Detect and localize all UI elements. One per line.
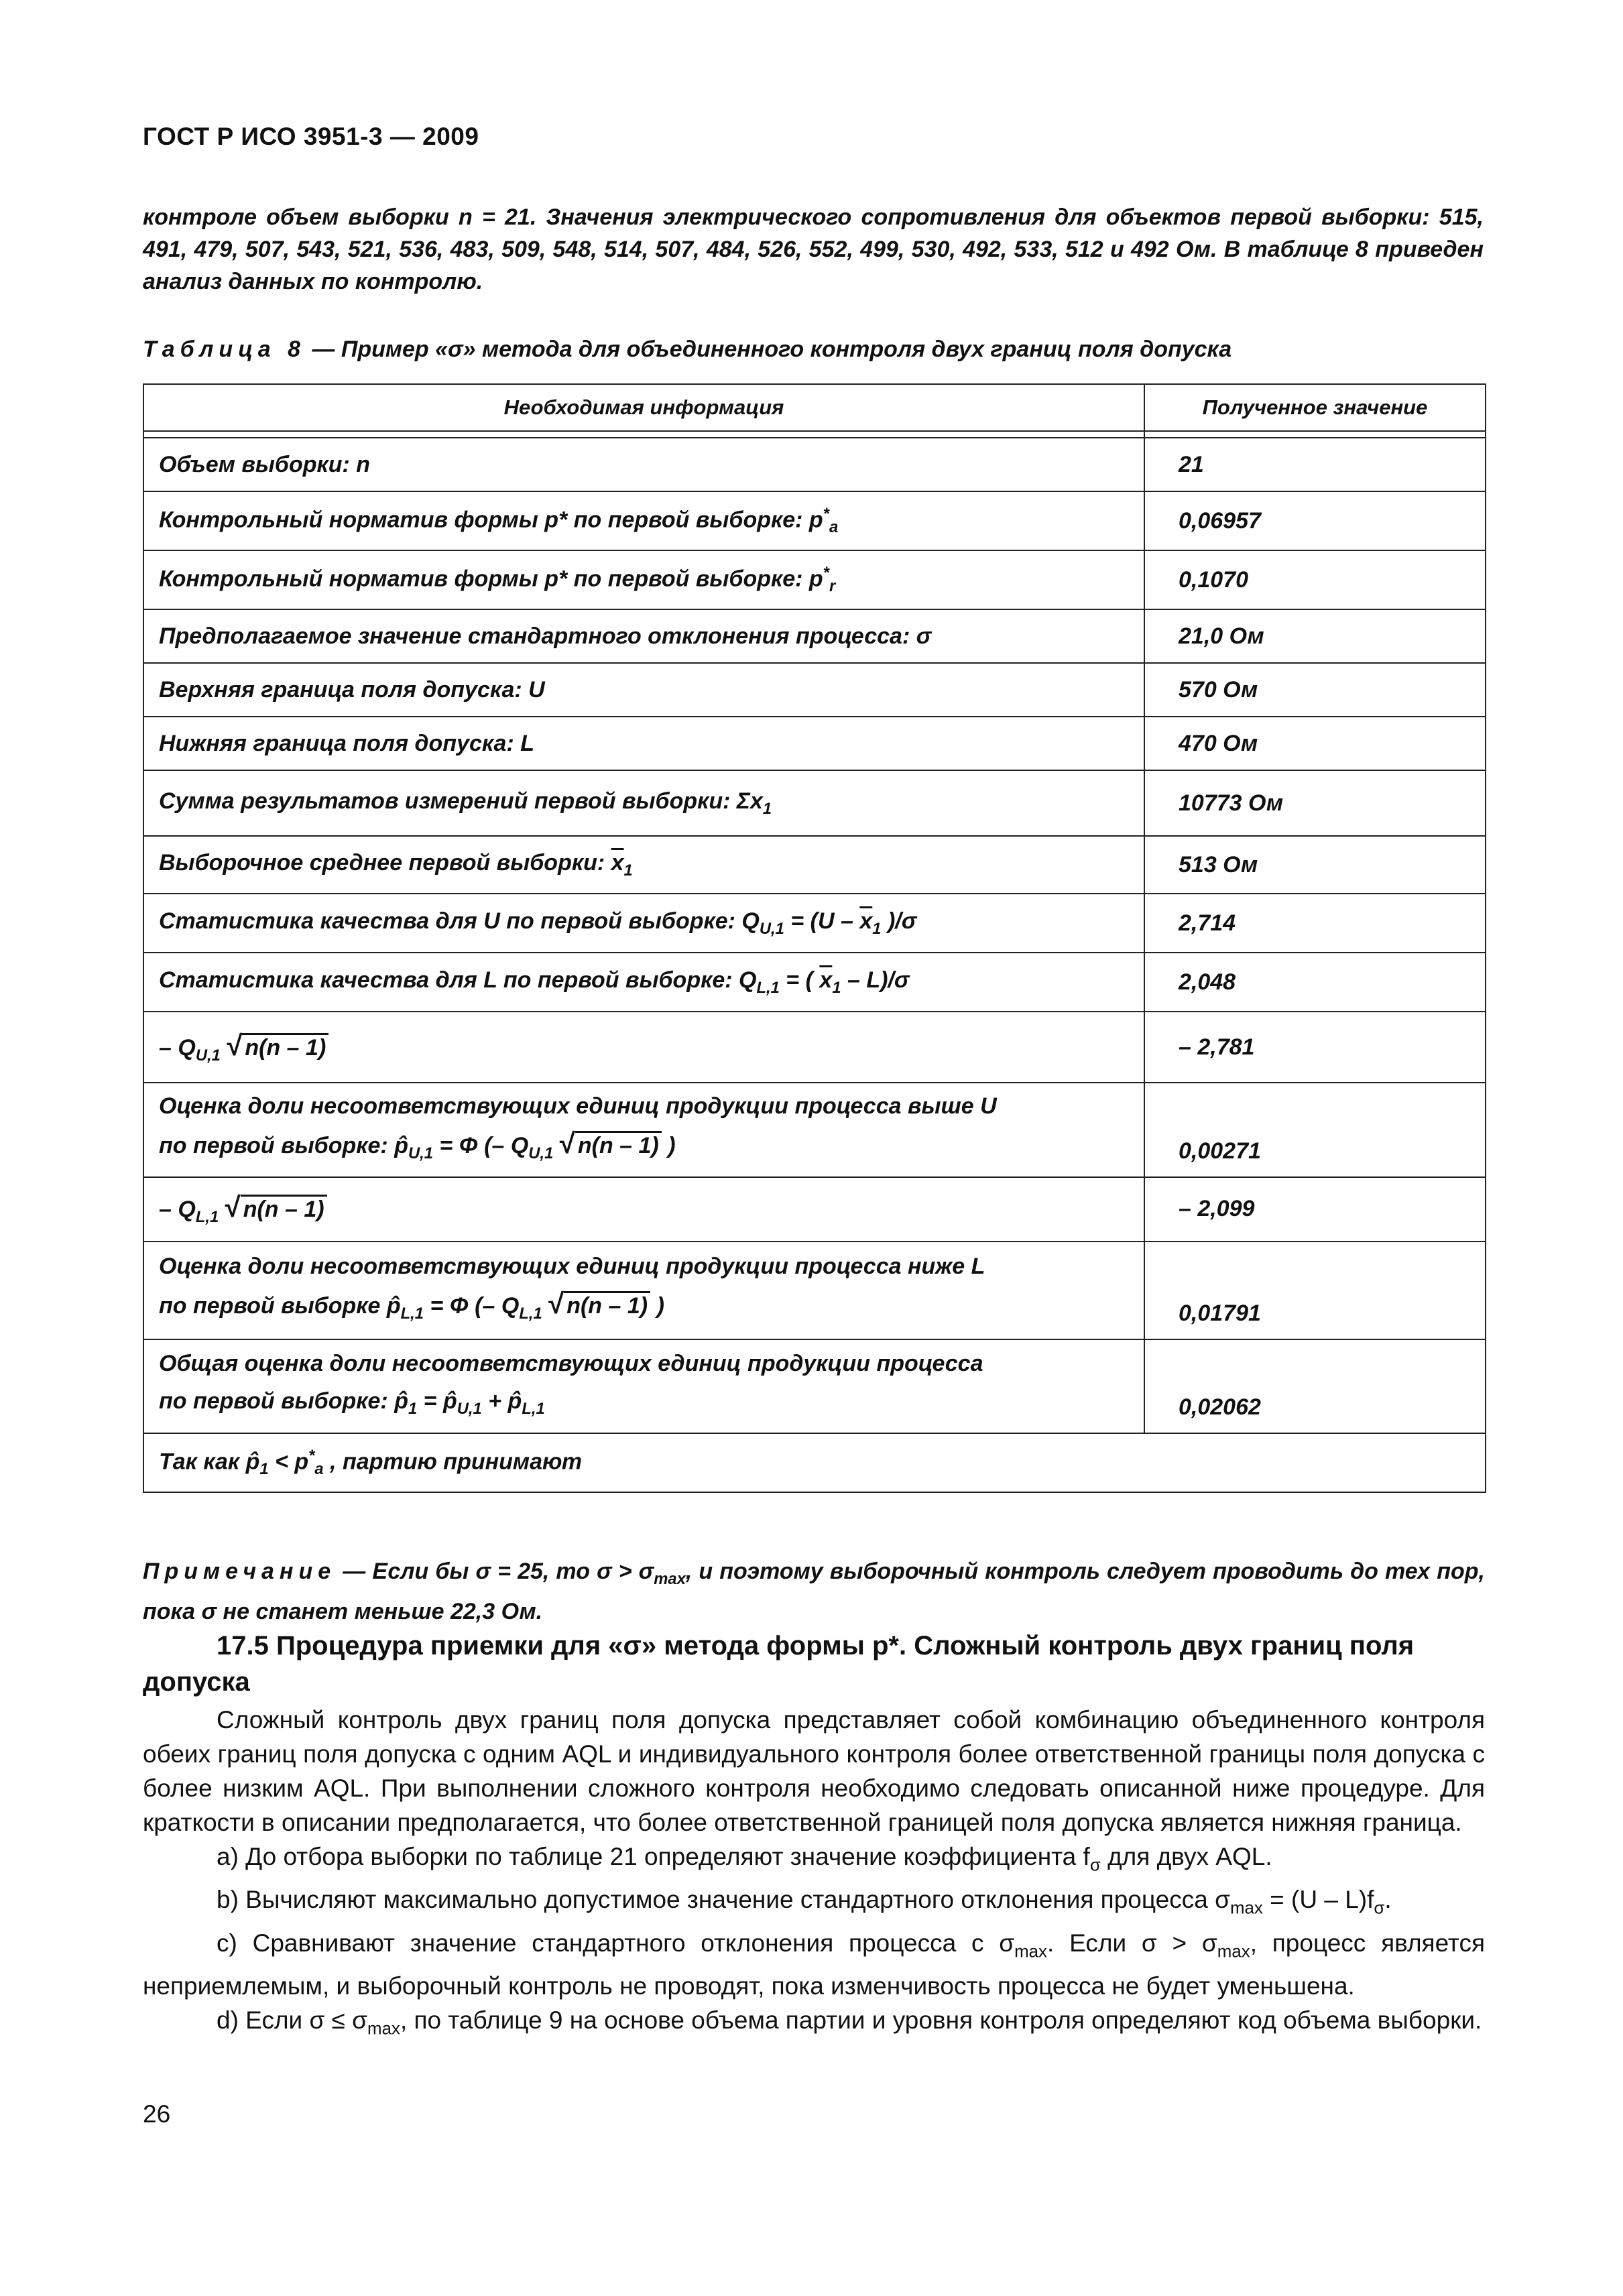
table-caption	[143, 337, 1484, 363]
table-row	[143, 609, 1486, 663]
table-row	[143, 953, 1486, 1012]
row-value: 570 Ом	[1144, 663, 1486, 717]
table-row	[143, 663, 1486, 717]
row-value: 0,02062	[1144, 1339, 1486, 1433]
body-item-b: b) Вычисляют максимально допустимое значение стандартного отклонения процесса $\sigma_{max} = (U - L)f_\sigma$.	[217, 1886, 1392, 1918]
body-item-a: a) До отбора выборки по таблице 21 определяют значение коэффициента $f_\sigma$ для двух AQL.	[217, 1843, 1272, 1875]
row-value: 0,01791	[1144, 1242, 1486, 1339]
table-caption-prefix: Таблица 8	[143, 337, 306, 362]
table-header-row	[143, 384, 1486, 431]
row-conclusion: Так как $p̂_1 < p^*_a$ , партию принимают	[143, 1433, 1486, 1492]
row-value: 2,048	[1144, 953, 1486, 1012]
section-number: 17.5	[217, 1631, 269, 1660]
row-label: Предполагаемое значение стандартного отклонения процесса: σ	[143, 609, 1144, 663]
row-label: Нижняя граница поля допуска: L	[143, 717, 1144, 770]
intro-paragraph	[143, 201, 1484, 298]
intro-text: контроле объем выборки n = 21. Значения электрического сопротивления для объектов первой выборки: 515, 491, 479, 507, 543, 521, 536, 483, 509, 548, 514, 507, 484, 526, 552, 499, 530, 492, 533, 512 и 492 Ом. В таблице 8 приведен анализ данных по контролю.	[143, 204, 1484, 294]
row-value: 513 Ом	[1144, 836, 1486, 894]
row-label: Статистика качества для U по первой выборке: $Q_{U,1} = (U - \overline{x}_1$ )/σ	[143, 894, 1144, 953]
table-row	[143, 1339, 1486, 1433]
row-value: 2,714	[1144, 894, 1486, 953]
data-table	[143, 383, 1486, 1493]
document-header: ГОСТ Р ИСО 3951-3 — 2009	[143, 123, 479, 150]
table-row	[143, 438, 1486, 491]
row-label: – $Q_{L,1}$ √ n(n – 1)	[143, 1177, 1144, 1242]
table-row-conclusion	[143, 1433, 1486, 1492]
row-label: Общая оценка доли несоответствующих единиц продукции процесса по первой выборке: $p̂_1$ = $p̂_{U,1}$ + $p̂_{L,1}$	[143, 1339, 1144, 1433]
body-text	[143, 1703, 1485, 2047]
table-row	[143, 1083, 1486, 1177]
row-label: Статистика качества для L по первой выборке: $Q_{L,1}$ = ( $\overline{x}_1 - L)/\sigma$	[143, 953, 1144, 1012]
table-row	[143, 717, 1486, 770]
table-row	[143, 1177, 1486, 1242]
row-label: Оценка доли несоответствующих единиц продукции процесса выше U по первой выборке: $p̂_{U,1} = \Phi$ (– $Q_{U,1}$ √ n(n – 1) )	[143, 1083, 1144, 1177]
body-item-c: c) Сравнивают значение стандартного отклонения процесса с $\sigma_{max}$. Если $\sigma > \sigma_{max}$, процесс является неприемлемым, и выборочный контроль не проводят, пока изменчивость процесса не будет уменьшена.	[143, 1929, 1485, 2000]
table-row	[143, 1012, 1486, 1083]
table-row	[143, 836, 1486, 894]
body-paragraph: Сложный контроль двух границ поля допуска представляет собой комбинацию объединенного контроля обеих границ поля допуска с одним AQL и индивидуального контроля более ответственной границы поля допуска с более низким AQL. При выполнении сложного контроля необходимо следовать описанной ниже процедуре. Для краткости в описании предполагается, что более ответственной границей поля допуска является нижняя граница.	[143, 1706, 1485, 1836]
row-label: Оценка доли несоответствующих единиц продукции процесса ниже L по первой выборке $p̂_{L,1} = \Phi$ (– $Q_{L,1}$ √ n(n – 1) )	[143, 1242, 1144, 1339]
row-value: – 2,099	[1144, 1177, 1486, 1242]
row-label: Контрольный норматив формы p* по первой выборке: $p^*_a$	[143, 491, 1144, 550]
table-header-info: Необходимая информация	[143, 384, 1144, 431]
row-value: 21	[1144, 438, 1486, 491]
row-value: 470 Ом	[1144, 717, 1486, 770]
table-caption-text: — Пример «σ» метода для объединенного контроля двух границ поля допуска	[305, 337, 1232, 362]
row-label: Выборочное среднее первой выборки: $\overline{x}_1$	[143, 836, 1144, 894]
row-value: 0,1070	[1144, 550, 1486, 609]
row-label: Сумма результатов измерений первой выборки: $\Sigma x_1$	[143, 770, 1144, 836]
table-row	[143, 550, 1486, 609]
row-value: – 2,781	[1144, 1012, 1486, 1083]
table-row	[143, 770, 1486, 836]
note-prefix: Примечание	[143, 1559, 337, 1584]
table-row	[143, 894, 1486, 953]
table-gap-row	[143, 431, 1486, 438]
table-row	[143, 1242, 1486, 1339]
section-heading: Процедура приемки для «σ» метода формы p*. Сложный контроль двух границ поля допуска	[143, 1631, 1415, 1697]
row-label: Контрольный норматив формы p* по первой выборке: $p^*_r$	[143, 550, 1144, 609]
row-value: 10773 Ом	[1144, 770, 1486, 836]
row-label: Объем выборки: n	[143, 438, 1144, 491]
table-note: Примечание — Если бы σ = 25, то $\sigma > \sigma_{max}$, и поэтому выборочный контроль следует проводить до тех пор, пока σ не станет меньше 22,3 Ом.	[143, 1559, 1485, 1624]
body-item-d: d) Если $\sigma \le \sigma_{max}$, по таблице 9 на основе объема партии и уровня контроля определяют код объема выборки.	[217, 2006, 1482, 2039]
table-row	[143, 491, 1486, 550]
row-value: 0,06957	[1144, 491, 1486, 550]
row-value: 0,00271	[1144, 1083, 1486, 1177]
page-number: 26	[143, 2100, 171, 2128]
row-value: 21,0 Ом	[1144, 609, 1486, 663]
section-title	[143, 1628, 1485, 1700]
row-label: Верхняя граница поля допуска: U	[143, 663, 1144, 717]
table-header-value: Полученное значение	[1144, 384, 1486, 431]
row-label: – $Q_{U,1}$ √ n(n – 1)	[143, 1012, 1144, 1083]
